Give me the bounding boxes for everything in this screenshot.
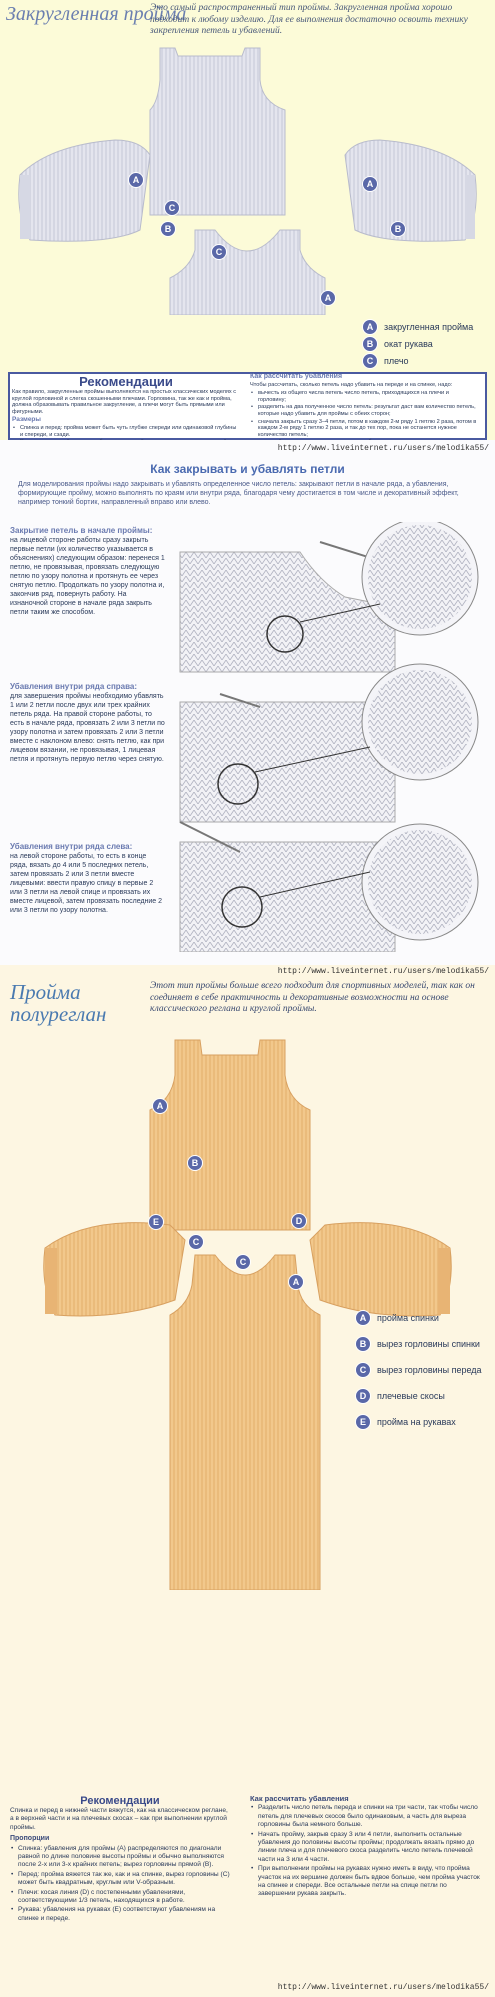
calc-heading: Как рассчитать убавления [250, 373, 343, 380]
marker-e: E [148, 1214, 164, 1230]
marker-d: D [291, 1213, 307, 1229]
calc-heading: Как рассчитать убавления [250, 1794, 349, 1803]
section3-legend [355, 1305, 482, 1435]
legend-label: плечо [384, 355, 409, 366]
source-url[interactable]: http://www.liveinternet.ru/users/melodika55/ [277, 1983, 489, 1992]
sizes-item: • Спинка и перед: пройма может быть чуть глубже спереди или одинаковой глубины и спереди, и сзади. [20, 425, 240, 438]
legend-item [362, 352, 473, 369]
legend-item [362, 318, 473, 335]
marker-e: E [355, 1414, 371, 1430]
calc-item: • разделить на два полученное число петель: результат даст вам количество петель, которые надо убавить для проймы с обеих сторон; [258, 404, 478, 417]
proportions-heading: Пропорции [10, 1835, 50, 1843]
calc-list [250, 390, 478, 440]
marker-b: B [362, 336, 378, 352]
sizes-heading: Размеры [12, 416, 41, 424]
marker-a: A [288, 1274, 304, 1290]
legend-label: вырез горловины переда [377, 1365, 482, 1375]
rec-body [12, 389, 240, 440]
calc-item: • При выполнении проймы на рукавах нужно иметь в виду, что пройма участок на их вершине должен быть вдвое больше, чем пройма участок на спинке и спереди. Все остальные петли на спице петли по завершении рукава закрыть. [258, 1865, 485, 1899]
proportions-item: • Плечи: косая линия (D) с постепенными убавлениями, соответствующими 1/3 петель, находящихся в работе. [18, 1889, 230, 1906]
section1-legend [362, 318, 473, 369]
marker-a: A [152, 1098, 168, 1114]
instruction-block [10, 522, 165, 617]
section3-title-line1: Пройма [10, 980, 81, 1004]
legend-item [362, 335, 473, 352]
section3-rec-right [250, 1795, 485, 1900]
marker-a: A [320, 290, 336, 306]
section2-title: Как закрывать и убавлять петли [150, 462, 345, 476]
rec-text: Как правило, закругленные проймы выполняются на простых классических моделях с круглой горловиной и слегка скошенными плечами. Горловина, так же как и пройма, должна образовывать правильное закругление, а плечи могут быть прямыми или фигурными. [12, 389, 237, 415]
source-url[interactable]: http://www.liveinternet.ru/users/melodika55/ [277, 444, 489, 453]
legend-label: пройма на рукавах [377, 1417, 456, 1427]
legend-label: окат рукава [384, 338, 433, 349]
legend-label: плечевые скосы [377, 1391, 445, 1401]
rec-title: Рекомендации [80, 1795, 160, 1807]
section1-intro: Это самый распространенный тип проймы. Закругленная пройма хорошо подходит к любому изделию. Для ее выполнения достаточно освоить технику закрепления петель и убавлений. [150, 3, 468, 36]
marker-a: A [128, 172, 144, 188]
block-heading: Убавления внутри ряда справа: [10, 682, 138, 691]
rounded-armhole-pattern-illustration [0, 40, 495, 315]
section1-rec-right [250, 374, 478, 440]
knitting-technique-illustrations [170, 522, 488, 952]
source-url[interactable]: http://www.liveinternet.ru/users/melodika55/ [277, 967, 489, 976]
proportions-item: • Спинка: убавления для проймы (А) распределяются по диагонали равной по длине половине высоты проймы и обычно выполняются после 2-х или 3-х крайних петель; вырез горловины прямой (В). [18, 1845, 230, 1870]
instruction-block [10, 678, 165, 764]
marker-b: B [187, 1155, 203, 1171]
legend-item [355, 1357, 482, 1383]
marker-b: B [160, 221, 176, 237]
calc-item: • вычесть из общего числа петель число петель, приходящихся на плечи и горловину; [258, 390, 478, 403]
marker-a: A [355, 1310, 371, 1326]
marker-c: C [211, 244, 227, 260]
marker-b: B [390, 221, 406, 237]
legend-item [355, 1305, 482, 1331]
marker-c: C [362, 353, 378, 369]
marker-d: D [355, 1388, 371, 1404]
marker-a: A [362, 319, 378, 335]
legend-item [355, 1331, 482, 1357]
section1-rec-left [12, 374, 240, 440]
marker-c: C [235, 1254, 251, 1270]
block-heading: Закрытие петель в начале проймы: [10, 526, 153, 535]
rec-text: Спинка и перед в нижней части вяжутся, как на классическом реглане, а в верхней части и на плечевых скосах – как при выполнении круглой проймы. [10, 1807, 228, 1831]
proportions-list [10, 1845, 230, 1924]
legend-item [355, 1383, 482, 1409]
sizes-list [12, 425, 240, 440]
rec-body [10, 1807, 230, 1923]
section3-intro: Этот тип проймы больше всего подходит для спортивных моделей, так как он соединяет в себе практичность и декоративные возможности на основе классического реглана и круглой проймы. [150, 981, 475, 1014]
section2-intro: Для моделирования проймы надо закрывать и убавлять определенное число петель: закрывают петли в начале ряда, а убавления, формирующие пройму, можно выполнять по краям или внутри ряда, благодаря чему достигается в том числе и декоративный эффект, например тонкий бортик, направленный вправо или влево. [18, 481, 459, 506]
section1-title: Закругленная пройма [6, 3, 187, 25]
block-text: на левой стороне работы, то есть в конце ряда, вязать до 4 или 5 последних петель, затем провязать 2 или 3 петли вместе лицевыми: ввести правую спицу в первые 2 или 3 петли на левой спице и провязать их вместе лицевой, затем провязать последние 2 или 3 петли по узору полотна. [10, 853, 163, 914]
marker-b: B [355, 1336, 371, 1352]
semi-raglan-pattern-illustration [0, 1015, 495, 1590]
calc-item: • сначала закрыть сразу 3–4 петли, потом в каждом 2-м ряду 1 петлю 2 раза, потом в каждом 2-м ряду 1 петлю 2 раза, и так до тех пор, пока не останется нужное количество петель; [258, 419, 478, 439]
proportions-item: • Перед: пройма вяжется так же, как и на спинке, вырез горловины (С) может быть квадратным, круглым или V-образным. [18, 1871, 230, 1888]
calc-list [250, 1804, 485, 1898]
decrease-stitches-section [0, 440, 495, 965]
marker-c: C [188, 1234, 204, 1250]
section3-rec-left [10, 1795, 230, 1924]
semi-raglan-section [0, 965, 495, 1997]
legend-item [355, 1409, 482, 1435]
marker-c: C [355, 1362, 371, 1378]
section3-title-line2: полуреглан [10, 1002, 107, 1026]
legend-label: вырез горловины спинки [377, 1339, 480, 1349]
legend-label: пройма спинки [377, 1313, 439, 1323]
proportions-item: • Рукава: убавления на рукавах (Е) соответствуют убавлениям на спинке и переде. [18, 1906, 230, 1923]
rec-title: Рекомендации [79, 374, 173, 389]
calc-item: • Разделить число петель переда и спинки на три части, так чтобы число петель для плечевых скосов было одинаковым, а часть для выреза горловины была немного больше. [258, 1804, 485, 1829]
marker-c: C [164, 200, 180, 216]
block-heading: Убавления внутри ряда слева: [10, 842, 133, 851]
rounded-armhole-section [0, 0, 495, 440]
calc-intro: Чтобы рассчитать, сколько петель надо убавить на переде и на спинке, надо: [250, 381, 453, 388]
block-text: на лицевой стороне работы сразу закрыть первые петли (их количество указывается в объяснениях) следующим образом: перенеся 1 петлю, не провязывая, провязать следующую петлю по узору полотна и протянуть ее через снятую петлю. Продолжать по узору полотна и, закончив ряд, повернуть работу. На изнаночной стороне в начале ряда закрыть петли таким же способом. [10, 537, 165, 616]
marker-a: A [362, 176, 378, 192]
instruction-block [10, 838, 165, 915]
legend-label: закругленная пройма [384, 321, 474, 332]
calc-item: • Начать пройму, закрыв сразу 3 или 4 петли, выполнить остальные убавления до половины высоты проймы; продолжать вязать прямо до линии плеча и для плечевого скоса разделить число петель плечевой части на 3 или 4 части. [258, 1831, 485, 1865]
block-text: для завершения проймы необходимо убавлять 1 или 2 петли после двух или трех крайних петель ряда. На правой стороне работы, то есть в начале ряда, провязать 2 или 3 петли по узору полотна и затем провязать 2 или 3 петли вместе с наклоном влево: снять петлю, как при лицевом вязании, не провязывая, 1 лицевая петля и протянуть первую петлю через снятую. [10, 693, 165, 763]
